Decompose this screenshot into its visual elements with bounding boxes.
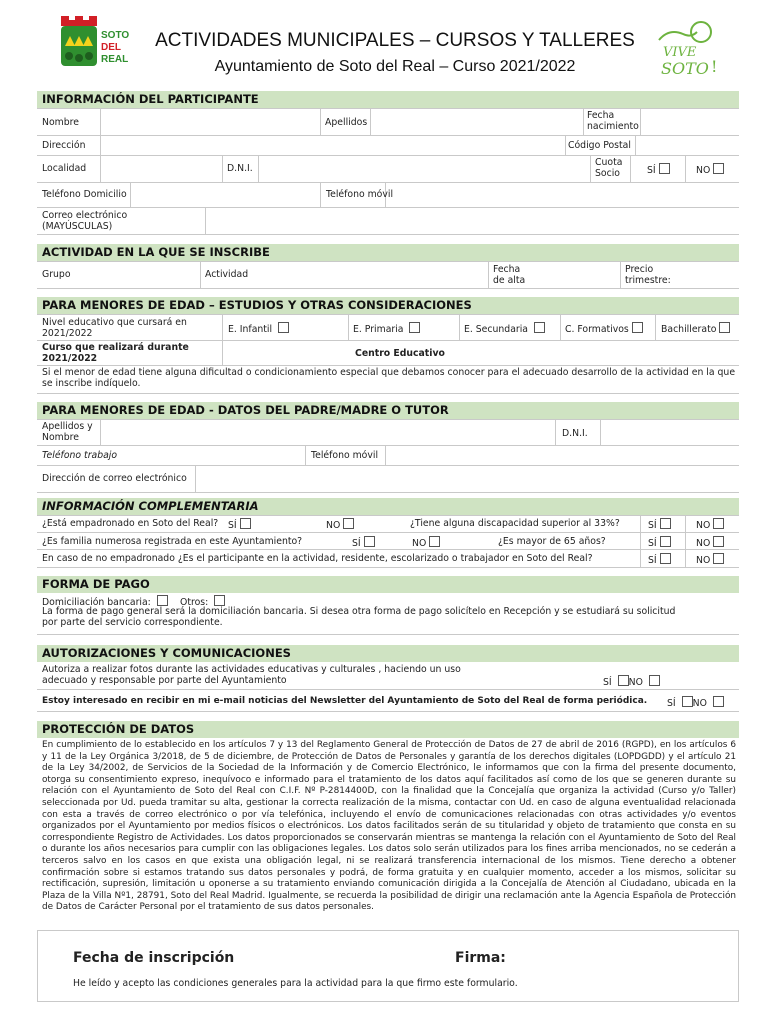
input-fecha-nacimiento[interactable]: [642, 110, 737, 133]
empadronado-si-option[interactable]: SÍ: [228, 518, 251, 531]
label-direccion: Dirección: [42, 140, 86, 151]
familia-no-option[interactable]: NO: [412, 536, 440, 549]
input-centro-educativo[interactable]: [460, 342, 736, 363]
section-autorizaciones: AUTORIZACIONES Y COMUNICACIONES: [37, 645, 739, 662]
option-c-formativos[interactable]: C. Formativos: [565, 322, 643, 335]
svg-text:SOTO: SOTO: [661, 59, 709, 78]
empadronado-no-option[interactable]: NO: [326, 518, 354, 531]
input-telefono-domicilio[interactable]: [132, 184, 318, 205]
residente-si-option[interactable]: SÍ: [648, 553, 671, 566]
form-subtitle: Ayuntamiento de Soto del Real – Curso 2021/2022: [214, 58, 576, 75]
input-fecha-alta[interactable]: [540, 263, 618, 286]
discapacidad-no-option[interactable]: NO: [696, 518, 724, 531]
input-tutor-dni[interactable]: [602, 421, 737, 443]
checkbox-mayor65-si[interactable]: [660, 536, 671, 547]
cuota-si-option[interactable]: SÍ: [647, 163, 670, 176]
section-participante: INFORMACIÓN DEL PARTICIPANTE: [37, 91, 739, 108]
question-discapacidad: ¿Tiene alguna discapacidad superior al 33%?: [410, 518, 620, 529]
checkbox-discapacidad-no[interactable]: [713, 518, 724, 529]
residente-no-option[interactable]: NO: [696, 553, 724, 566]
mayor65-no-option[interactable]: NO: [696, 536, 724, 549]
label-telefono-movil: Teléfono móvil: [326, 189, 394, 200]
checkbox-mayor65-no[interactable]: [713, 536, 724, 547]
input-actividad[interactable]: [255, 263, 485, 286]
label-grupo: Grupo: [42, 269, 71, 280]
label-precio: Precio trimestre:: [625, 264, 671, 286]
soto-del-real-logo: [55, 12, 135, 76]
checkbox-empadronado-si[interactable]: [240, 518, 251, 529]
mayor65-si-option[interactable]: SÍ: [648, 536, 671, 549]
section-tutor: PARA MENORES DE EDAD - DATOS DEL PADRE/MADRE O TUTOR: [37, 402, 739, 419]
svg-text:REAL: REAL: [101, 54, 129, 65]
input-telefono-movil[interactable]: [387, 184, 737, 205]
checkbox-familia-no[interactable]: [429, 536, 440, 547]
label-centro-educativo: Centro Educativo: [355, 348, 445, 359]
label-tutor-telefono-movil: Teléfono móvil: [311, 450, 379, 461]
newsletter-options[interactable]: SÍ NO: [667, 696, 724, 709]
discapacidad-si-option[interactable]: SÍ: [648, 518, 671, 531]
checkbox-fotos-no[interactable]: [649, 675, 660, 686]
firma-label: Firma:: [455, 950, 506, 966]
input-tutor-correo[interactable]: [197, 467, 737, 490]
checkbox-e-secundaria[interactable]: [534, 322, 545, 333]
option-e-secundaria[interactable]: E. Secundaria: [464, 322, 545, 335]
input-fecha-inscripcion[interactable]: [245, 946, 435, 968]
checkbox-cuota-si[interactable]: [659, 163, 670, 174]
label-cuota-socio: Cuota Socio: [595, 157, 623, 179]
familia-si-option[interactable]: SÍ: [352, 536, 375, 549]
label-curso: Curso que realizará durante 2021/2022: [42, 342, 189, 364]
input-codigo-postal[interactable]: [637, 137, 737, 153]
input-tutor-apellidos-nombre[interactable]: [102, 421, 552, 443]
checkbox-fotos-si[interactable]: [618, 675, 629, 686]
label-apellidos: Apellidos: [325, 117, 368, 128]
checkbox-discapacidad-si[interactable]: [660, 518, 671, 529]
pago-texto: La forma de pago general será la domiciliación bancaria. Si desea otra forma de pago solicítelo en Recepción y se estudiará su solicitud por parte del servicio correspondiente.: [42, 606, 676, 628]
checkbox-cuota-no[interactable]: [713, 163, 724, 174]
label-correo: Correo electrónico (MAYÚSCULAS): [42, 210, 128, 232]
checkbox-e-primaria[interactable]: [409, 322, 420, 333]
checkbox-bachillerato[interactable]: [719, 322, 730, 333]
label-telefono-trabajo: Teléfono trabajo: [42, 450, 118, 461]
label-localidad: Localidad: [42, 163, 87, 174]
label-dni: D.N.I.: [227, 163, 253, 174]
checkbox-c-formativos[interactable]: [632, 322, 643, 333]
section-estudios: PARA MENORES DE EDAD – ESTUDIOS Y OTRAS CONSIDERACIONES: [37, 297, 739, 314]
input-localidad[interactable]: [102, 157, 220, 180]
label-dificultad: Si el menor de edad tiene alguna dificultad o condicionamiento especial que debamos conocer para el adecuado desarrollo de la actividad en la que se inscribe indíquelo.: [42, 367, 736, 389]
autorizacion-fotos-texto: Autoriza a realizar fotos durante las actividades educativas y culturales , haciendo un uso adecuado y responsable por parte del Ayuntamiento: [42, 664, 461, 686]
checkbox-otros[interactable]: [214, 595, 225, 606]
input-apellidos[interactable]: [372, 110, 580, 133]
question-familia-numerosa: ¿Es familia numerosa registrada en este Ayuntamiento?: [42, 536, 303, 547]
section-complementaria: INFORMACIÓN COMPLEMENTARIA: [37, 498, 739, 515]
label-telefono-domicilio: Teléfono Domicilio: [42, 189, 127, 200]
fecha-inscripcion-label: Fecha de inscripción: [73, 950, 235, 966]
checkbox-newsletter-si[interactable]: [682, 696, 693, 707]
label-fecha-nacimiento: Fecha nacimiento: [587, 110, 639, 132]
svg-text:!: !: [711, 57, 718, 76]
input-direccion[interactable]: [102, 137, 562, 153]
option-otros[interactable]: Otros:: [180, 595, 225, 608]
label-tutor-correo: Dirección de correo electrónico: [42, 473, 187, 484]
checkbox-residente-no[interactable]: [713, 553, 724, 564]
label-codigo-postal: Código Postal: [568, 140, 631, 151]
input-correo[interactable]: [207, 209, 737, 232]
checkbox-familia-si[interactable]: [364, 536, 375, 547]
label-actividad: Actividad: [205, 269, 249, 280]
option-e-primaria[interactable]: E. Primaria: [353, 322, 420, 335]
label-nivel-educativo: Nivel educativo que cursará en 2021/2022: [42, 317, 187, 339]
vive-soto-logo: [655, 14, 723, 82]
option-bachillerato[interactable]: Bachillerato: [661, 322, 730, 335]
proteccion-datos-texto: En cumplimiento de lo establecido en los artículos 7 y 13 del Reglamento General de Protección de Datos de 27 de abril de 2016 (RGPD), en los artículos 6 y 11 de la Ley Orgánica 3/2018, de 5 de diciembre, de Protección de Datos de Personales y garantía de los derechos digitales (LOPDGDD) y el artículo 21 de la Ley 34/2002, de Servicios de la Sociedad de la Información y de Comercio Electrónico, le informamos que con la firma del presente documento, otorga su consentimiento expreso, inequívoco e informado para el tratamiento de los datos aquí facilitados así como de los que se generen durante su relación con el Ayuntamiento de Soto del Real con C.I.F. Nº P-2814400D, con la finalidad que la Concejalía que organiza la actividad (Curso y/o Taller) seleccionada por Ud. pueda tramitar su alta, gestionar la correcta realización de la misma, contactar con Ud. en caso de alguna eventualidad relacionada con esta a través de correo electrónico o por vía telefónica, incluyendo el envío de comunicaciones relacionadas con otras actividades y/o eventos organizados por el Ayuntamiento por medios físicos o electrónicos. Los datos facilitados serán de su titularidad y objeto de tratamiento que consta en su correspondiente Registro de Actividades. Los datos proporcionados se conservarán mientras se mantenga la relación con el Ayuntamiento de Soto del Real o durante los años necesarios para cumplir con las obligaciones legales. Los datos solo serán utilizados para los fines arriba mencionados, no se cederán a terceros salvo en los casos en que exista una obligación legal, ni se realizará transferencia internacional de los mismos. Tiene derecho a obtener confirmación sobre si estamos tratando sus datos personales y podrá, de forma gratuita y en cualquier momento, acceder a los mismos, solicitar su rectificación, supresión, limitación u oponerse a su tratamiento enviando comunicación dirigida a la Concejalía de Atención al Ciudadano, ubicada en la Plaza de la Villa Nº1, 28791, Soto del Real Madrid. Igualmente, se recuerda la posibilidad de dirigir una reclamación ante la Agencia Española de Protección de Datos de Carácter Personal por el tratamiento de sus datos personales.: [42, 740, 736, 913]
question-residente: En caso de no empadronado ¿Es el participante en la actividad, residente, escolarizado o trabajador en Soto del Real?: [42, 553, 593, 564]
newsletter-texto: Estoy interesado en recibir en mi e-mail noticias del Newsletter del Ayuntamiento de Soto del Real de forma periódica.: [42, 696, 648, 706]
question-mayor-65: ¿Es mayor de 65 años?: [498, 536, 606, 547]
label-nombre: Nombre: [42, 117, 79, 128]
question-empadronado: ¿Está empadronado en Soto del Real?: [42, 518, 219, 529]
checkbox-residente-si[interactable]: [660, 553, 671, 564]
signature-area[interactable]: [515, 944, 730, 974]
section-actividad: ACTIVIDAD EN LA QUE SE INSCRIBE: [37, 244, 739, 261]
section-forma-pago: FORMA DE PAGO: [37, 576, 739, 593]
input-tutor-telefono-movil[interactable]: [387, 447, 737, 463]
fotos-options[interactable]: SÍ NO: [603, 675, 660, 688]
checkbox-e-infantil[interactable]: [278, 322, 289, 333]
cuota-no-option[interactable]: NO: [696, 163, 724, 176]
checkbox-domiciliacion[interactable]: [157, 595, 168, 606]
input-telefono-trabajo[interactable]: [120, 447, 303, 463]
label-tutor-apellidos-nombre: Apellidos y Nombre: [42, 421, 93, 443]
svg-text:VIVE: VIVE: [663, 45, 697, 60]
option-e-infantil[interactable]: E. Infantil: [228, 322, 289, 335]
label-tutor-dni: D.N.I.: [562, 428, 588, 439]
checkbox-newsletter-no[interactable]: [713, 696, 724, 707]
input-grupo[interactable]: [95, 263, 198, 286]
checkbox-empadronado-no[interactable]: [343, 518, 354, 529]
option-domiciliacion[interactable]: Domiciliación bancaria:: [42, 595, 168, 608]
acepto-condiciones-texto: He leído y acepto las condiciones generales para la actividad para la que firmo este formulario.: [73, 978, 518, 989]
svg-text:SOTO: SOTO: [101, 30, 130, 41]
input-dni[interactable]: [260, 157, 588, 180]
label-fecha-alta: Fecha de alta: [493, 264, 526, 286]
input-nombre[interactable]: [102, 110, 318, 133]
svg-text:DEL: DEL: [101, 42, 121, 53]
section-proteccion-datos: PROTECCIÓN DE DATOS: [37, 721, 739, 738]
form-title: ACTIVIDADES MUNICIPALES – CURSOS Y TALLERES: [155, 30, 635, 51]
